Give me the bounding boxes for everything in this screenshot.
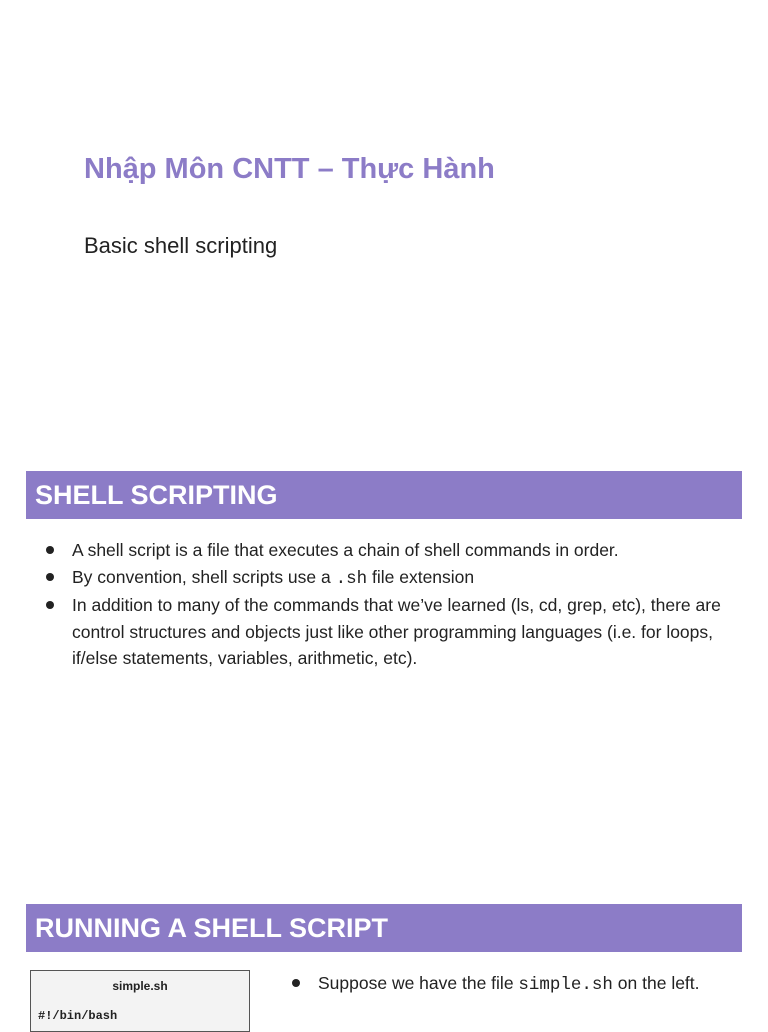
code-filename: simple.sh [112,979,168,993]
code-line: #!/bin/bash [38,1009,118,1023]
bullet-dot-icon [292,979,300,987]
bullet-text-pre: Suppose we have the file [318,973,519,993]
bullet-item [292,970,742,999]
bullet-dot-icon [46,546,54,554]
bullet-text: In addition to many of the commands that we’ve learned (ls, cd, grep, etc), there are control structures and objects just like other programming languages (i.e. for loops, if/else statements, variables, arithmetic, etc). [72,595,721,668]
slide-subtitle: Basic shell scripting [84,233,278,258]
bullet-list [46,537,726,672]
bullet-item [46,592,726,672]
bullet-list [292,970,742,999]
section-heading: SHELL SCRIPTING [35,480,278,510]
slide-title: Nhập Môn CNTT – Thực Hành [84,153,495,185]
bullet-text: A shell script is a file that executes a chain of shell commands in order. [72,540,619,560]
bullet-item [46,537,726,564]
bullet-text-post: file extension [367,566,475,587]
section-heading: RUNNING A SHELL SCRIPT [35,913,389,943]
code-box [30,970,250,1032]
inline-code: .sh [335,568,368,589]
bullet-text-post: on the left. [612,973,700,993]
bullet-item [46,564,726,593]
section-banner-running-script [26,904,742,952]
inline-code: simple.sh [518,975,613,995]
bullet-dot-icon [46,601,54,609]
bullet-dot-icon [46,573,54,581]
bullet-text-pre: By convention, shell scripts use a [72,566,336,587]
section-banner-shell-scripting [26,471,742,519]
